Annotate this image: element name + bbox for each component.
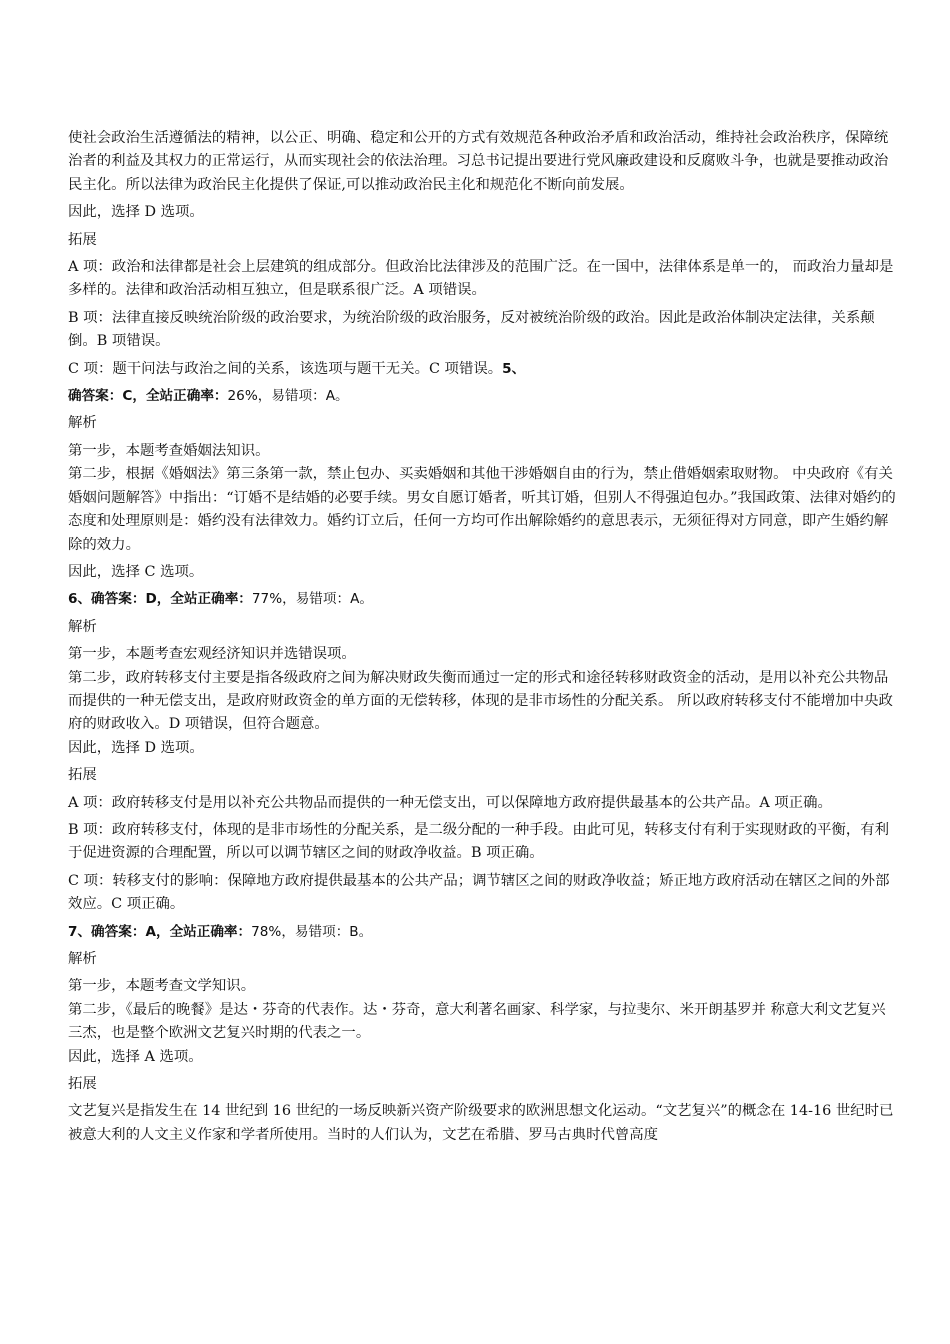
document-page: [68, 127, 898, 1147]
step-one-q7: 第一步，本题考查文学知识。: [68, 978, 256, 995]
conclusion-q7: 因此，选择 A 选项。: [68, 1048, 203, 1065]
step-two-q5: 第二步，根据《婚姻法》第三条第一款，禁止包办、买卖婚姻和其他干涉婚姻自由的行为，禁止借婚姻索取财物。 中央政府《有关婚姻问题解答》中指出：“订婚不是结婚的必要手续。男女自愿订婚者，听其订婚，但别人不得强迫包办。”我国政策、法律对婚约的态度和处理原则是：婚约没有法律效力。婚约订立后，任何一方均可作出解除婚约的意思表示，无须征得对方同意，即产生婚约解除的效力。: [68, 466, 896, 553]
option-a-q6: A 项：政府转移支付是用以补充公共物品而提供的一种无偿支出，可以保障地方政府提供最基本的公共产品。A 项正确。: [68, 794, 832, 811]
step-two-q6: 第二步，政府转移支付主要是指各级政府之间为解决财政失衡而通过一定的形式和途径转移财政资金的活动，是用以补充公共物品而提供的一种无偿支出，是政府财政资金的单方面的无偿转移，体现的是非市场性的分配关系。 所以政府转移支付不能增加中央政府的财政收入。D 项错误，但符合题意。: [68, 669, 893, 733]
conclusion-q6: 因此，选择 D 选项。: [68, 739, 204, 756]
accuracy-label: 全站正确率：: [170, 591, 252, 608]
option-c-q4: [68, 358, 898, 381]
step-one-q6: 第一步，本题考查宏观经济知识并选错误项。: [68, 646, 356, 663]
step-one-q5: 第一步，本题考查婚姻法知识。: [68, 442, 270, 459]
conclusion-q4: 因此，选择 D 选项。: [68, 204, 204, 221]
answer-line-q5: [68, 385, 898, 408]
accuracy-label: 全站正确率：: [169, 923, 252, 940]
answer-label: 确答案：: [68, 388, 123, 405]
option-c-q4-text: C 项：题干问法与政治之间的关系，该选项与题干无关。C 项错误。: [68, 360, 503, 377]
accuracy-label: 全站正确率：: [145, 388, 228, 405]
renaissance-paragraph: 文艺复兴是指发生在 14 世纪到 16 世纪的一场反映新兴资产阶级要求的欧洲思想文化运动。“文艺复兴”的概念在 14-16 世纪时已被意大利的人文主义作家和学者所使用。当时的人们认为，文艺在希腊、罗马古典时代曾高度: [68, 1103, 894, 1143]
answer-line-q6: [68, 588, 898, 611]
option-b-q4: B 项：法律直接反映统治阶级的政治要求，为统治阶级的政治服务，反对被统治阶级的政治。因此是政治体制决定法律，关系颠倒。B 项错误。: [68, 309, 875, 350]
option-a-q4: A 项：政治和法律都是社会上层建筑的组成部分。但政治比法律涉及的范围广泛。在一国中，法律体系是单一的， 而政治力量却是多样的。法律和政治活动相互独立，但是联系很广泛。A 项错误。: [68, 259, 894, 299]
heading-extension: 拓展: [68, 1076, 97, 1093]
heading-analysis: 解析: [68, 951, 97, 967]
question-number-5: 5、: [502, 360, 526, 377]
paragraph-rule-of-law: 使社会政治生活遵循法的精神，以公正、明确、稳定和公开的方式有效规范各种政治矛盾和政治活动，维持社会政治秩序，保障统治者的利益及其权力的正常运行，从而实现社会的依法治理。习总书记提出要进行党风廉政建设和反腐败斗争，也就是要推动政治民主化。所以法律为政治民主化提供了保证,可以推动政治民主化和规范化不断向前发展。: [68, 130, 889, 193]
answer-line-q7: [68, 921, 898, 944]
option-b-q6: B 项：政府转移支付，体现的是非市场性的分配关系，是二级分配的一种手段。由此可见，转移支付有利于实现财政的平衡，有利于促进资源的合理配置，所以可以调节辖区之间的财政净收益。B 项正确。: [68, 821, 890, 862]
conclusion-q5: 因此，选择 C 选项。: [68, 563, 204, 580]
answer-label: 6、确答案：: [68, 591, 146, 608]
accuracy-value: 78%，易错项：B。: [251, 923, 373, 940]
option-c-q6: C 项：转移支付的影响：保障地方政府提供最基本的公共产品；调节辖区之间的财政净收益；矫正地方政府活动在辖区之间的外部效应。C 项正确。: [68, 872, 890, 913]
accuracy-value: 26%，易错项：A。: [227, 388, 349, 405]
heading-extension: 拓展: [68, 231, 97, 248]
answer-value: C，: [122, 388, 146, 405]
answer-value: A，: [145, 923, 170, 940]
step-two-q7: 第二步，《最后的晚餐》是达・芬奇的代表作。达・芬奇，意大利著名画家、科学家，与拉斐尔、米开朗基罗并 称意大利文艺复兴三杰，也是整个欧洲文艺复兴时期的代表之一。: [68, 1001, 886, 1042]
heading-analysis: 解析: [68, 415, 97, 432]
heading-analysis: 解析: [68, 618, 97, 635]
answer-value: D，: [145, 591, 171, 608]
accuracy-value: 77%，易错项：A。: [251, 591, 373, 608]
answer-label: 7、确答案：: [68, 923, 146, 940]
heading-extension: 拓展: [68, 767, 97, 784]
